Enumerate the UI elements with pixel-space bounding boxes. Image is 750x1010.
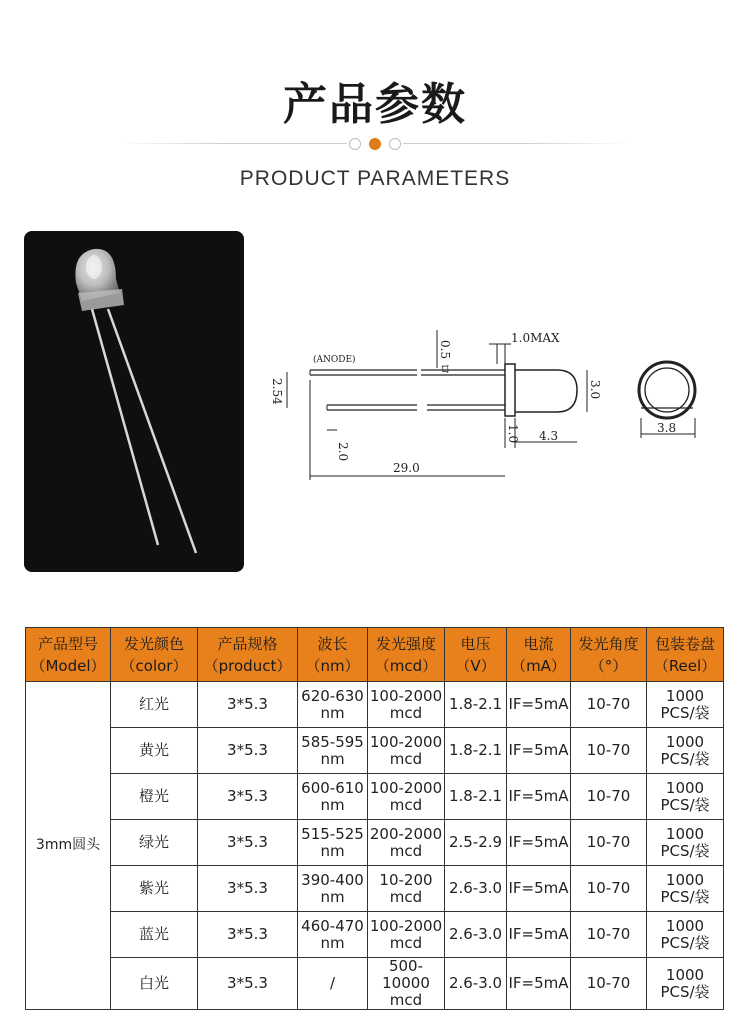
cell-wavelength xyxy=(298,958,368,1010)
cell-reel-line1: 1000 xyxy=(665,732,705,751)
header-wavelength xyxy=(298,628,368,682)
cell-current: IF=5mA xyxy=(507,728,571,774)
cell-wavelength xyxy=(298,728,368,774)
cell-wavelength xyxy=(298,820,368,866)
cell-intensity-line1: 100-2000 xyxy=(369,916,443,935)
header-color xyxy=(111,628,198,682)
header-angle-line1: 发光角度 xyxy=(578,634,639,653)
cell-angle: 10-70 xyxy=(571,866,647,912)
cell-color: 橙光 xyxy=(111,774,198,820)
cell-current: IF=5mA xyxy=(507,820,571,866)
header-reel xyxy=(647,628,724,682)
table-row xyxy=(26,682,724,728)
divider-dots xyxy=(347,137,403,151)
led-dimension-drawing xyxy=(265,320,725,490)
dot-active xyxy=(369,138,381,150)
cell-intensity-line2: mcd xyxy=(389,841,423,860)
dot-right xyxy=(389,138,401,150)
cell-wavelength xyxy=(298,866,368,912)
cell-spec: 3*5.3 xyxy=(198,820,298,866)
cell-voltage: 2.6-3.0 xyxy=(445,912,507,958)
table-row xyxy=(26,820,724,866)
cell-intensity-line2: mcd xyxy=(389,991,423,1009)
header-reel-line1: 包装卷盘 xyxy=(654,634,715,653)
cell-spec: 3*5.3 xyxy=(198,682,298,728)
cell-spec: 3*5.3 xyxy=(198,774,298,820)
cell-intensity-line2: mcd xyxy=(389,795,423,814)
header-model-line2: （Model） xyxy=(30,656,106,675)
cell-current: IF=5mA xyxy=(507,774,571,820)
cell-voltage: 2.6-3.0 xyxy=(445,958,507,1010)
cell-intensity-line1: 200-2000 xyxy=(369,824,443,843)
cell-intensity xyxy=(368,682,445,728)
header-intensity-line1: 发光强度 xyxy=(375,634,436,653)
cell-reel-line1: 1000 xyxy=(665,778,705,797)
cell-spec: 3*5.3 xyxy=(198,866,298,912)
cell-reel-line1: 1000 xyxy=(665,965,705,984)
table-row xyxy=(26,728,724,774)
cell-intensity xyxy=(368,774,445,820)
cell-spec: 3*5.3 xyxy=(198,728,298,774)
cell-reel xyxy=(647,912,724,958)
dot-left xyxy=(349,138,361,150)
header-color-line2: （color） xyxy=(120,656,188,675)
cell-current: IF=5mA xyxy=(507,912,571,958)
led-photo-illustration xyxy=(24,231,244,572)
header-model-line1: 产品型号 xyxy=(37,634,98,653)
cell-intensity xyxy=(368,728,445,774)
table-row xyxy=(26,866,724,912)
cell-wavelength-line1: / xyxy=(329,974,336,992)
cell-voltage: 2.6-3.0 xyxy=(445,866,507,912)
cell-wavelength-line2: nm xyxy=(320,841,345,860)
cell-wavelength-line1: 460-470 xyxy=(301,916,364,935)
header-voltage-line2: （V） xyxy=(455,656,496,675)
cell-reel xyxy=(647,820,724,866)
header-current-line2: （mA） xyxy=(511,656,566,675)
cell-current: IF=5mA xyxy=(507,682,571,728)
header-angle xyxy=(571,628,647,682)
cell-intensity xyxy=(368,866,445,912)
cell-angle: 10-70 xyxy=(571,912,647,958)
cell-color: 红光 xyxy=(111,682,198,728)
cell-color: 紫光 xyxy=(111,866,198,912)
dim-lead-pitch: 2.54 xyxy=(270,378,284,405)
table-row xyxy=(26,958,724,1010)
header-product xyxy=(198,628,298,682)
cell-intensity xyxy=(368,912,445,958)
header-product-line2: （product） xyxy=(203,656,292,675)
cell-angle: 10-70 xyxy=(571,958,647,1010)
cell-intensity-line1: 500-10000 xyxy=(382,957,430,992)
cell-intensity-line1: 10-200 xyxy=(379,870,433,889)
header-wavelength-line1: 波长 xyxy=(317,634,348,653)
header-angle-line2: （°） xyxy=(589,656,628,675)
cell-reel-line2: PCS/袋 xyxy=(660,982,710,1001)
cell-reel-line1: 1000 xyxy=(665,686,705,705)
dim-lead-size: 0.5 ロ xyxy=(438,340,452,375)
cell-intensity-line2: mcd xyxy=(389,749,423,768)
cell-intensity-line1: 100-2000 xyxy=(369,732,443,751)
cell-reel-line2: PCS/袋 xyxy=(660,841,710,860)
cell-angle: 10-70 xyxy=(571,728,647,774)
cell-wavelength-line2: nm xyxy=(320,703,345,722)
cell-current: IF=5mA xyxy=(507,958,571,1010)
dim-flange-diameter: 3.8 xyxy=(657,421,677,435)
cell-reel xyxy=(647,682,724,728)
cell-spec: 3*5.3 xyxy=(198,958,298,1010)
cell-wavelength-line1: 600-610 xyxy=(301,778,364,797)
cell-reel-line2: PCS/袋 xyxy=(660,795,710,814)
cell-intensity xyxy=(368,958,445,1010)
cell-angle: 10-70 xyxy=(571,682,647,728)
header-voltage xyxy=(445,628,507,682)
cell-reel-line2: PCS/袋 xyxy=(660,887,710,906)
cell-reel xyxy=(647,866,724,912)
header-color-line1: 发光颜色 xyxy=(123,634,184,653)
cell-voltage: 2.5-2.9 xyxy=(445,820,507,866)
cell-reel-line2: PCS/袋 xyxy=(660,933,710,952)
cell-reel-line1: 1000 xyxy=(665,916,705,935)
cell-wavelength-line2: nm xyxy=(320,749,345,768)
header-intensity-line2: （mcd） xyxy=(374,656,438,675)
dim-lead-offset: 2.0 xyxy=(336,442,350,462)
dim-body-length: 4.3 xyxy=(539,429,559,443)
cell-intensity-line2: mcd xyxy=(389,887,423,906)
cell-voltage: 1.8-2.1 xyxy=(445,728,507,774)
dim-body-diameter: 3.0 xyxy=(588,380,602,400)
cell-wavelength-line1: 620-630 xyxy=(301,686,364,705)
cell-wavelength-line2: nm xyxy=(320,795,345,814)
cell-wavelength xyxy=(298,682,368,728)
table-row xyxy=(26,774,724,820)
cell-reel xyxy=(647,728,724,774)
cell-reel-line1: 1000 xyxy=(665,870,705,889)
cell-model: 3mm圆头 xyxy=(26,682,111,1010)
cell-current: IF=5mA xyxy=(507,866,571,912)
cell-wavelength-line2: nm xyxy=(320,887,345,906)
cell-intensity-line1: 100-2000 xyxy=(369,686,443,705)
cell-color: 绿光 xyxy=(111,820,198,866)
header-voltage-line1: 电压 xyxy=(460,634,491,653)
dim-flange-max: 1.0MAX xyxy=(511,331,560,345)
cell-color: 白光 xyxy=(111,958,198,1010)
cell-wavelength-line1: 390-400 xyxy=(301,870,364,889)
cell-reel-line1: 1000 xyxy=(665,824,705,843)
anode-label: (ANODE) xyxy=(313,355,356,365)
cell-wavelength xyxy=(298,774,368,820)
cell-spec: 3*5.3 xyxy=(198,912,298,958)
cell-color: 蓝光 xyxy=(111,912,198,958)
header-intensity xyxy=(368,628,445,682)
header-reel-line2: （Reel） xyxy=(653,656,717,675)
cell-reel xyxy=(647,958,724,1010)
dim-lead-length: 29.0 xyxy=(393,461,420,475)
cell-wavelength xyxy=(298,912,368,958)
cell-wavelength-line1: 515-525 xyxy=(301,824,364,843)
header-current-line1: 电流 xyxy=(523,634,554,653)
cell-intensity-line2: mcd xyxy=(389,933,423,952)
cell-intensity xyxy=(368,820,445,866)
cell-voltage: 1.8-2.1 xyxy=(445,682,507,728)
table-row xyxy=(26,912,724,958)
cell-angle: 10-70 xyxy=(571,774,647,820)
cell-voltage: 1.8-2.1 xyxy=(445,774,507,820)
cell-color: 黄光 xyxy=(111,728,198,774)
header-product-line1: 产品规格 xyxy=(217,634,278,653)
dim-flange-width: 1.0 xyxy=(506,424,520,444)
cell-intensity-line1: 100-2000 xyxy=(369,778,443,797)
page-title: 产品参数 xyxy=(283,79,467,130)
header-current xyxy=(507,628,571,682)
cell-reel-line2: PCS/袋 xyxy=(660,749,710,768)
cell-wavelength-line1: 585-595 xyxy=(301,732,364,751)
cell-reel-line2: PCS/袋 xyxy=(660,703,710,722)
table-header-row xyxy=(26,628,724,682)
led-product-photo xyxy=(24,231,244,572)
cell-reel xyxy=(647,774,724,820)
header-wavelength-line2: （nm） xyxy=(305,656,360,675)
page-subtitle: PRODUCT PARAMETERS xyxy=(239,167,511,190)
cell-intensity-line2: mcd xyxy=(389,703,423,722)
cell-wavelength-line2: nm xyxy=(320,933,345,952)
cell-angle: 10-70 xyxy=(571,820,647,866)
parameter-table xyxy=(25,627,724,1010)
header-model xyxy=(26,628,111,682)
